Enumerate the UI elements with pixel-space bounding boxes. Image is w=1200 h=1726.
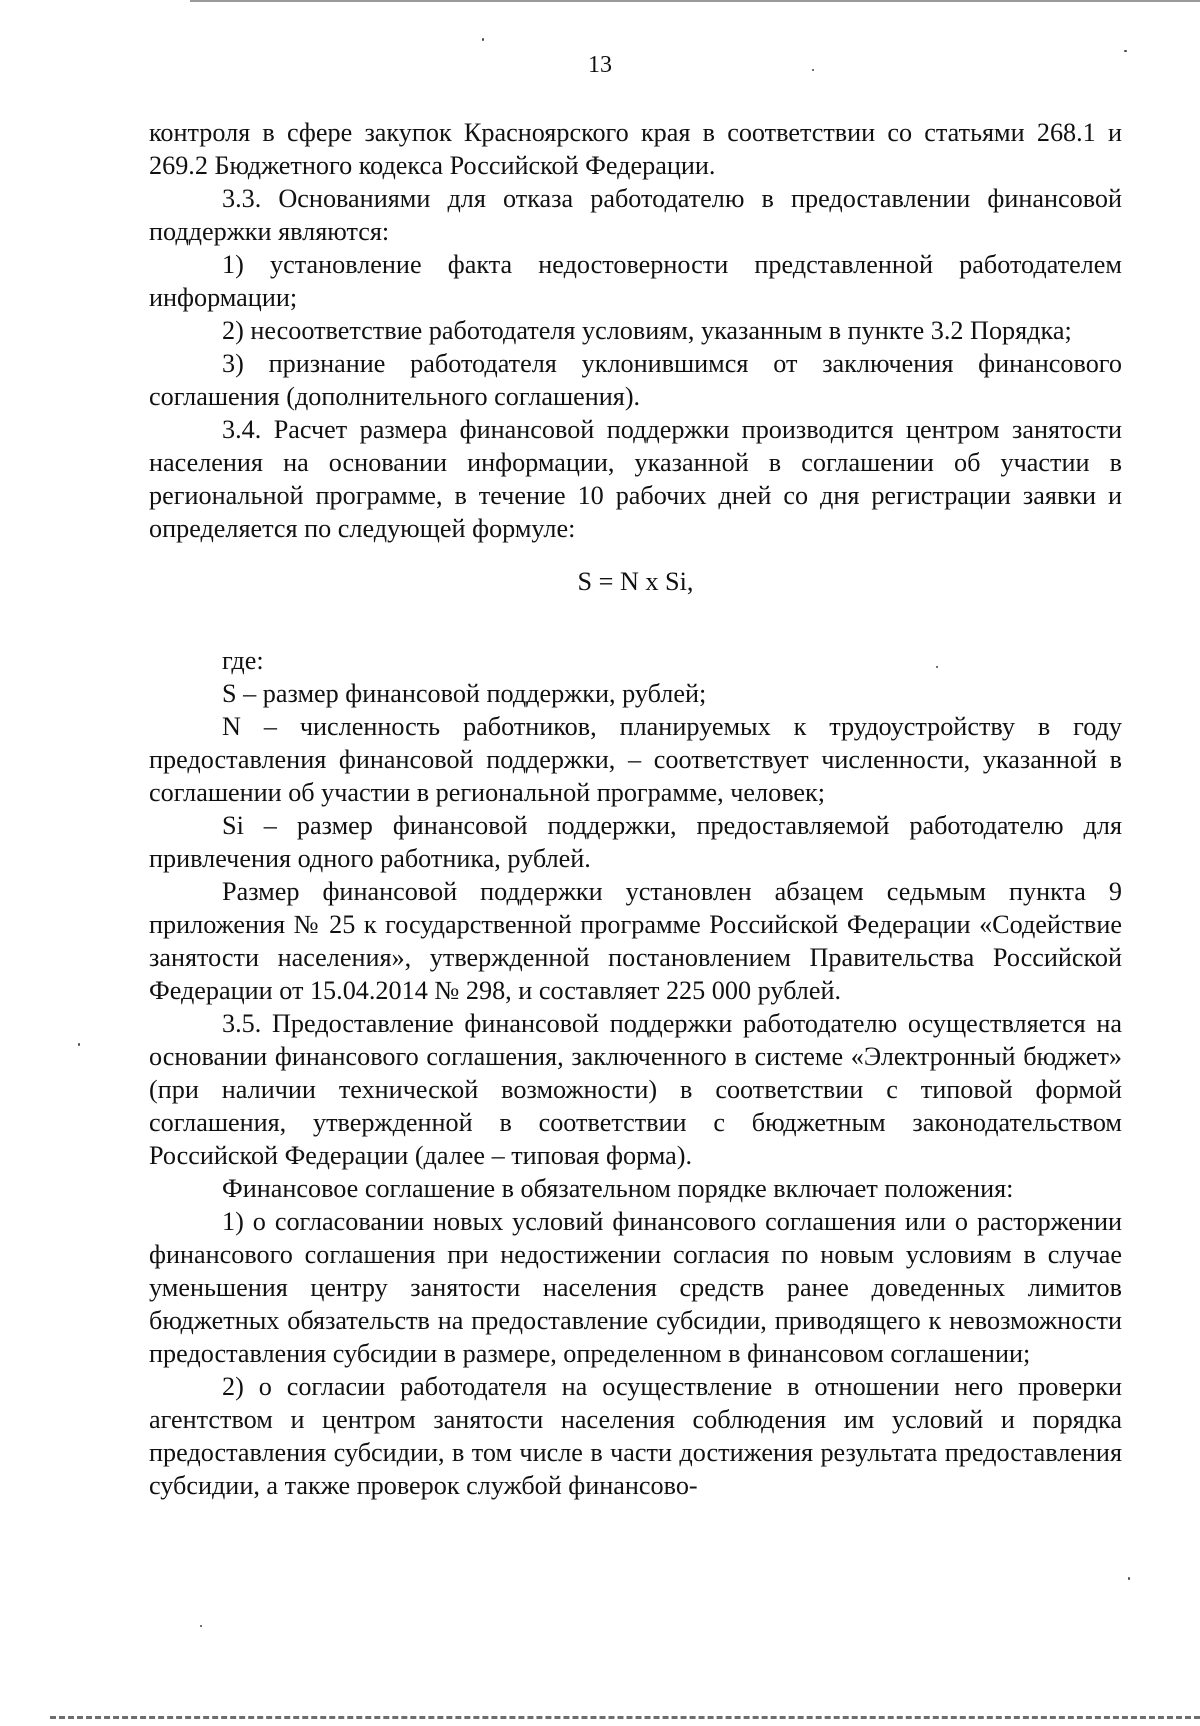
paragraph-p8: S – размер финансовой поддержки, рублей; <box>222 679 707 708</box>
document-body <box>149 116 1122 1502</box>
paragraph-p10: Si – размер финансовой поддержки, предоставляемой работодателю для привлечения одного работника, рублей. <box>149 811 1122 873</box>
scan-speck <box>200 1625 202 1627</box>
scan-edge-bottom <box>50 1716 1200 1719</box>
paragraph-p14: 1) о согласовании новых условий финансового соглашения или о расторжении финансового соглашения при недостижении согласия по новым условиям в случае уменьшения центру занятости населения средств ранее доведенных лимитов бюджетных обязательств на предоставление субсидии, приводящего к невозможности предоставления субсидии в размере, определенном в финансовом соглашении; <box>149 1207 1122 1368</box>
scan-speck <box>1124 50 1127 52</box>
paragraph-p7: где: <box>222 646 264 675</box>
paragraph-p11: Размер финансовой поддержки установлен абзацем седьмым пункта 9 приложения № 25 к государственной программе Российской Федерации «Содействие занятости населения», утвержденной постановлением Правительства Российской Федерации от 15.04.2014 № 298, и составляет 225 000 рублей. <box>149 877 1122 1005</box>
paragraph-p12: 3.5. Предоставление финансовой поддержки работодателю осуществляется на основании финансового соглашения, заключенного в системе «Электронный бюджет» (при наличии технической возможности) в соответствии с типовой формой соглашения, утвержденной в соответствии с бюджетным законодательством Российской Федерации (далее – типовая форма). <box>149 1009 1122 1170</box>
page-number: 13 <box>588 52 612 78</box>
scan-speck <box>482 38 484 41</box>
paragraph-p15: 2) о согласии работодателя на осуществление в отношении него проверки агентством и центром занятости населения соблюдения им условий и порядка предоставления субсидии, в том числе в части достижения результата предоставления субсидии, а также проверок службой финансово- <box>149 1372 1122 1500</box>
paragraph-p9: N – численность работников, планируемых к трудоустройству в году предоставления финансовой поддержки, – соответствует численности, указанной в соглашении об участии в региональной программе, человек; <box>149 712 1122 807</box>
paragraph-p1: контроля в сфере закупок Красноярского края в соответствии со статьями 268.1 и 269.2 Бюджетного кодекса Российской Федерации. <box>149 118 1122 180</box>
paragraph-p6: 3.4. Расчет размера финансовой поддержки производится центром занятости населения на основании информации, указанной в соглашении об участии в региональной программе, в течение 10 рабочих дней со дня регистрации заявки и определяется по следующей формуле: <box>149 415 1122 543</box>
scan-speck <box>936 666 938 668</box>
scan-speck <box>1128 1577 1130 1580</box>
paragraph-p13: Финансовое соглашение в обязательном порядке включает положения: <box>222 1174 1014 1203</box>
paragraph-p4: 2) несоответствие работодателя условиям, указанным в пункте 3.2 Порядка; <box>222 316 1072 345</box>
scan-speck <box>78 1043 80 1046</box>
paragraph-p5: 3) признание работодателя уклонившимся от заключения финансового соглашения (дополнительного соглашения). <box>149 349 1122 411</box>
scan-speck <box>812 69 814 71</box>
paragraph-p3: 1) установление факта недостоверности представленной работодателем информации; <box>149 250 1122 312</box>
formula: S = N x Si, <box>577 567 694 596</box>
scan-edge-top <box>190 0 1200 2</box>
paragraph-p2: 3.3. Основаниями для отказа работодателю в предоставлении финансовой поддержки являются: <box>149 184 1122 246</box>
